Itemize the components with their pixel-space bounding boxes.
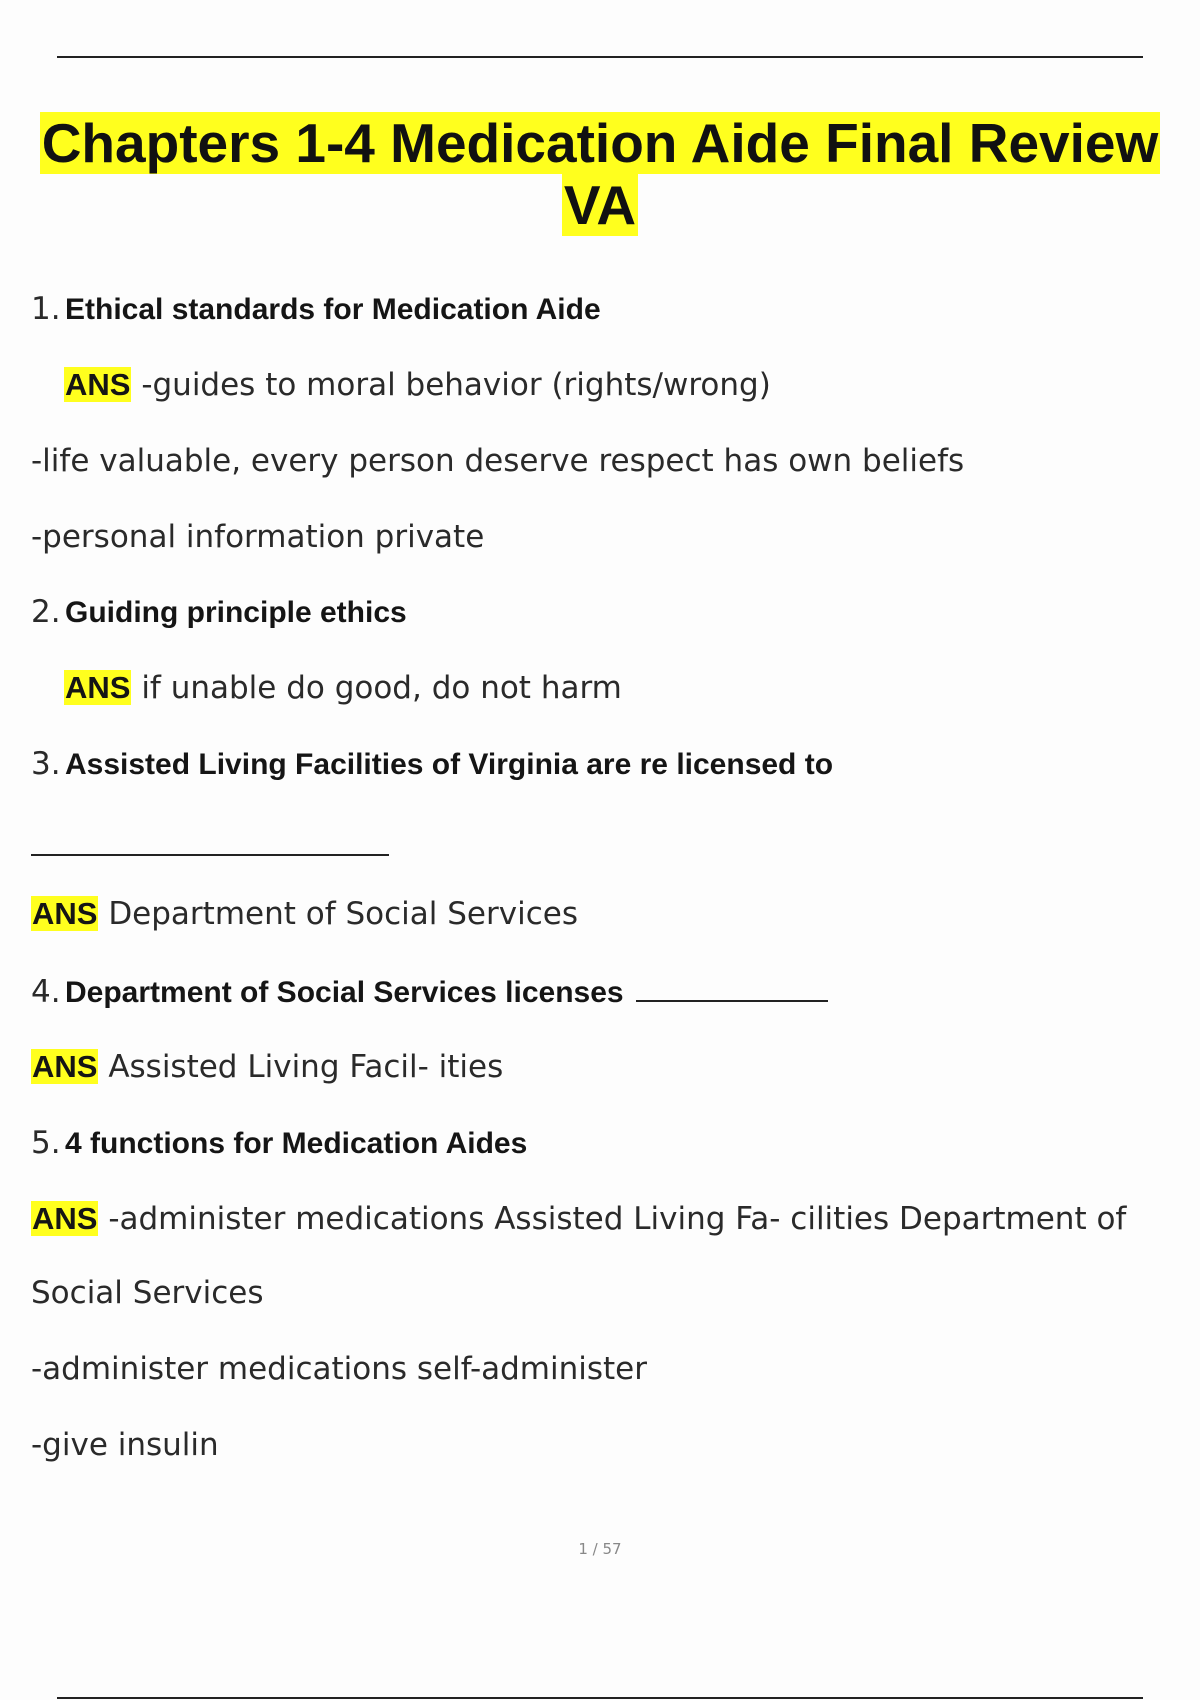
question-text: Department of Social Services licenses bbox=[65, 976, 624, 1009]
question-2 bbox=[31, 592, 407, 633]
fill-in-blank bbox=[31, 854, 389, 856]
answer-tag: ANS bbox=[32, 1201, 98, 1236]
answer-5-extra-2: -administer medications self-administer bbox=[31, 1351, 648, 1387]
answer-text: -administer medications Assisted Living Fa- cilities Department of bbox=[108, 1201, 1127, 1237]
answer-5-extra-1: Social Services bbox=[31, 1275, 264, 1311]
answer-text: -guides to moral behavior (rights/wrong) bbox=[141, 367, 771, 403]
question-4 bbox=[31, 972, 828, 1013]
answer-text: Department of Social Services bbox=[108, 896, 578, 932]
fill-in-blank bbox=[636, 972, 828, 1002]
answer-text: if unable do good, do not harm bbox=[141, 670, 622, 706]
question-text: 4 functions for Medication Aides bbox=[65, 1127, 528, 1160]
question-text: Ethical standards for Medication Aide bbox=[65, 293, 601, 326]
answer-3 bbox=[31, 894, 578, 934]
top-rule bbox=[57, 56, 1143, 58]
question-5 bbox=[31, 1123, 527, 1164]
question-3 bbox=[31, 744, 833, 785]
answer-4 bbox=[31, 1047, 503, 1087]
question-1 bbox=[31, 289, 601, 330]
answer-1-extra-1: -life valuable, every person deserve respect has own beliefs bbox=[31, 443, 965, 479]
answer-2 bbox=[64, 668, 622, 708]
title-line-1: Chapters 1-4 Medication Aide Final Review bbox=[41, 112, 1159, 174]
answer-text: Assisted Living Facil- ities bbox=[108, 1049, 504, 1085]
answer-5 bbox=[31, 1199, 1126, 1239]
question-text: Assisted Living Facilities of Virginia are re licensed to bbox=[65, 748, 834, 781]
answer-1 bbox=[64, 365, 771, 405]
question-number: 5. bbox=[31, 1125, 61, 1161]
question-text: Guiding principle ethics bbox=[65, 596, 407, 629]
document-title bbox=[0, 112, 1200, 236]
question-number: 2. bbox=[31, 594, 61, 630]
question-number: 1. bbox=[31, 291, 61, 327]
answer-tag: ANS bbox=[32, 896, 98, 931]
answer-tag: ANS bbox=[65, 670, 131, 705]
answer-tag: ANS bbox=[32, 1049, 98, 1084]
question-number: 4. bbox=[31, 974, 61, 1010]
title-line-2: VA bbox=[563, 174, 637, 236]
question-number: 3. bbox=[31, 746, 61, 782]
page-indicator: 1 / 57 bbox=[578, 1540, 622, 1558]
answer-5-extra-3: -give insulin bbox=[31, 1427, 219, 1463]
answer-1-extra-2: -personal information private bbox=[31, 519, 485, 555]
answer-tag: ANS bbox=[65, 367, 131, 402]
bottom-rule bbox=[57, 1697, 1143, 1699]
